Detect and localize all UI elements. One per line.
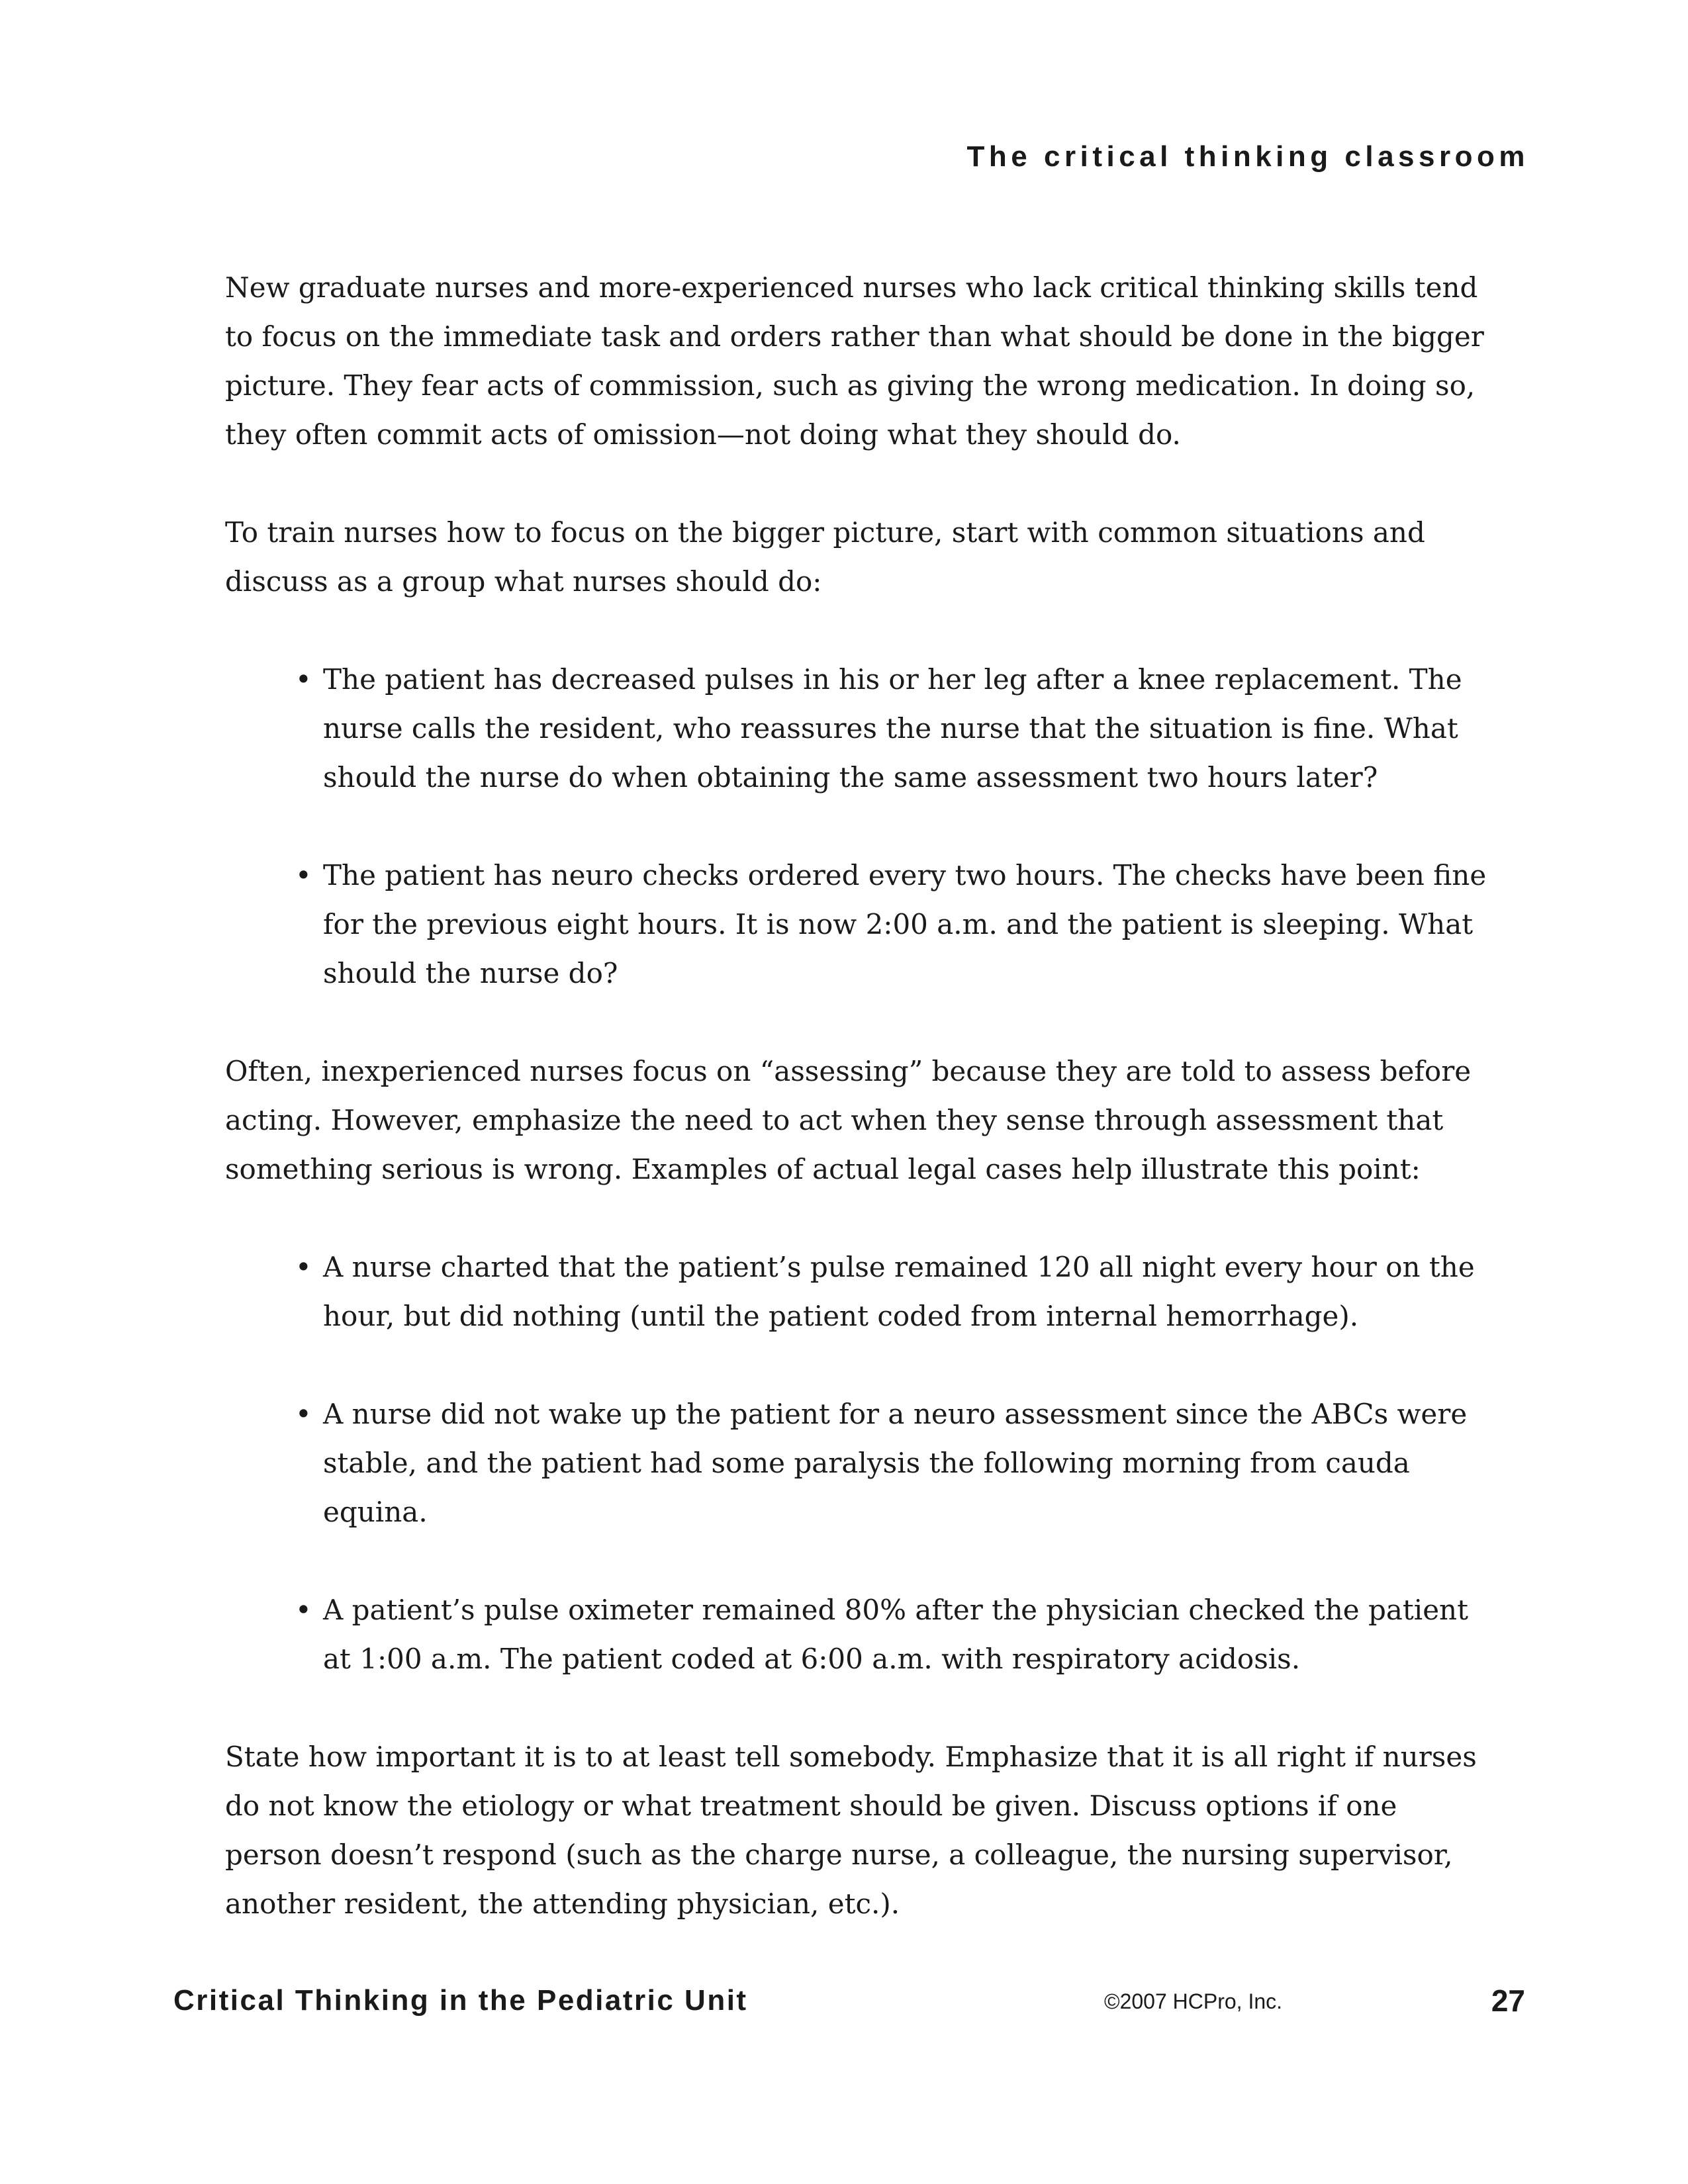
- list-item: [295, 655, 1496, 802]
- list-item-text: A nurse did not wake up the patient for a neuro assessment since the ABCs were stable, and the patient had some paralysis the following morning from cauda equina.: [323, 1398, 1468, 1528]
- bullet-icon: •: [295, 859, 312, 891]
- list-item: [295, 851, 1496, 998]
- paragraph-3: Often, inexperienced nurses focus on “assessing” because they are told to assess before acting. However, emphasize the need to act when they sense through assessment that something serious is wrong. Examples of actual legal cases help illustrate this point:: [225, 1055, 1472, 1185]
- list-item: [295, 1390, 1496, 1537]
- list-item-text: The patient has neuro checks ordered every two hours. The checks have been fine for the previous eight hours. It is now 2:00 a.m. and the patient is sleeping. What should the nurse do?: [323, 859, 1487, 989]
- footer-copyright: ©2007 HCPro, Inc.: [1104, 1989, 1283, 2013]
- running-head: The critical thinking classroom: [966, 140, 1529, 173]
- bullet-icon: •: [295, 663, 312, 696]
- situations-list: [225, 655, 1496, 998]
- body-text: [225, 263, 1496, 1978]
- bullet-icon: •: [295, 1251, 312, 1283]
- bullet-icon: •: [295, 1398, 312, 1430]
- page-number: 27: [1491, 1983, 1525, 2018]
- list-item-text: A patient’s pulse oximeter remained 80% after the physician checked the patient at 1:00 a.m. The patient coded at 6:00 a.m. with respiratory acidosis.: [323, 1594, 1468, 1675]
- bullet-icon: •: [295, 1594, 312, 1626]
- paragraph-2: To train nurses how to focus on the bigger picture, start with common situations and discuss as a group what nurses should do:: [225, 516, 1425, 598]
- paragraph-1: New graduate nurses and more-experienced nurses who lack critical thinking skills tend to focus on the immediate task and orders rather than what should be done in the bigger picture. They fear acts of commission, such as giving the wrong medication. In doing so, they often commit acts of omission—not doing what they should do.: [225, 271, 1484, 451]
- footer-book-title: Critical Thinking in the Pediatric Unit: [173, 1984, 748, 2017]
- list-item-text: A nurse charted that the patient’s pulse remained 120 all night every hour on the hour, but did nothing (until the patient coded from internal hemorrhage).: [323, 1251, 1475, 1332]
- paragraph-4: State how important it is to at least tell somebody. Emphasize that it is all right if nurses do not know the etiology or what treatment should be given. Discuss options if one person doesn’t respond (such as the charge nurse, a colleague, the nursing supervisor, another resident, the attending physician, etc.).: [225, 1741, 1477, 1920]
- list-item: [295, 1243, 1496, 1341]
- legal-cases-list: [225, 1243, 1496, 1684]
- list-item: [295, 1586, 1496, 1684]
- list-item-text: The patient has decreased pulses in his or her leg after a knee replacement. The nurse calls the resident, who reassures the nurse that the situation is fine. What should the nurse do when obtaining the same assessment two hours later?: [323, 663, 1462, 794]
